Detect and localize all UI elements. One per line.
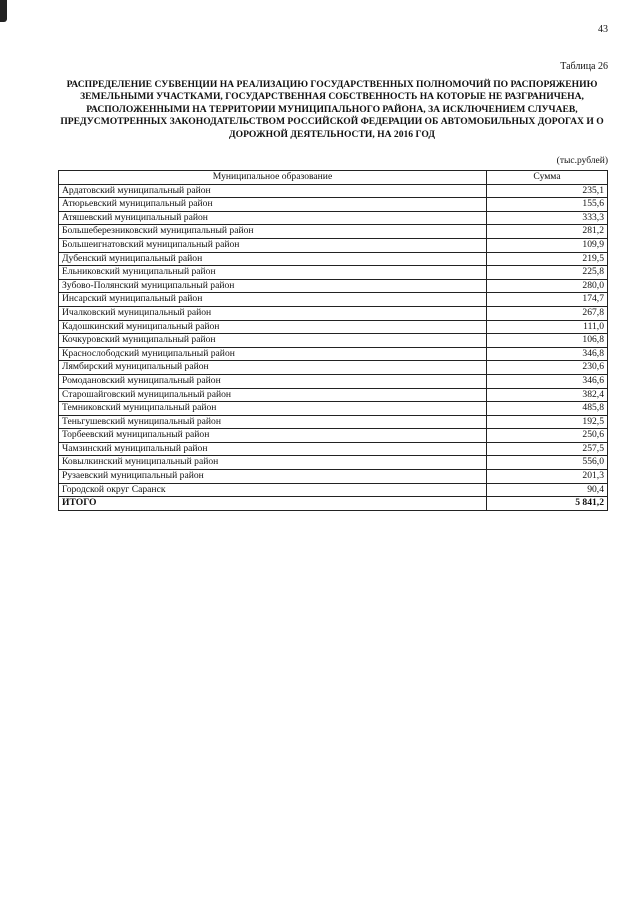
- table-row: [59, 361, 608, 375]
- municipality-name: Ковылкинский муниципальный район: [59, 456, 487, 470]
- table-row: [59, 211, 608, 225]
- municipality-name: Старошайговский муниципальный район: [59, 388, 487, 402]
- municipality-name: Кочкуровский муниципальный район: [59, 334, 487, 348]
- municipality-name: Большеигнатовский муниципальный район: [59, 238, 487, 252]
- municipality-name: Торбеевский муниципальный район: [59, 429, 487, 443]
- sum-value: 333,3: [487, 211, 608, 225]
- column-header-sum: Сумма: [487, 171, 608, 185]
- table-row: [59, 306, 608, 320]
- municipality-name: Рузаевский муниципальный район: [59, 470, 487, 484]
- table-row: [59, 266, 608, 280]
- sum-value: 174,7: [487, 293, 608, 307]
- total-sum: 5 841,2: [487, 497, 608, 511]
- municipality-name: Атяшевский муниципальный район: [59, 211, 487, 225]
- table-row: [59, 252, 608, 266]
- sum-value: 230,6: [487, 361, 608, 375]
- sum-value: 109,9: [487, 238, 608, 252]
- municipality-name: Атюрьевский муниципальный район: [59, 198, 487, 212]
- municipality-name: Ичалковский муниципальный район: [59, 306, 487, 320]
- table-row: [59, 374, 608, 388]
- sum-value: 257,5: [487, 442, 608, 456]
- table-row: [59, 238, 608, 252]
- sum-value: 225,8: [487, 266, 608, 280]
- municipality-name: Зубово-Полянский муниципальный район: [59, 279, 487, 293]
- table-row: [59, 198, 608, 212]
- sum-value: 267,8: [487, 306, 608, 320]
- sum-value: 281,2: [487, 225, 608, 239]
- sum-value: 111,0: [487, 320, 608, 334]
- total-label: ИТОГО: [59, 497, 487, 511]
- table-row: [59, 225, 608, 239]
- table-row: [59, 184, 608, 198]
- municipality-name: Ромодановский муниципальный район: [59, 374, 487, 388]
- sum-value: 346,8: [487, 347, 608, 361]
- table-row: [59, 334, 608, 348]
- table-row: [59, 279, 608, 293]
- table-row: [59, 429, 608, 443]
- sum-value: 201,3: [487, 470, 608, 484]
- sum-value: 382,4: [487, 388, 608, 402]
- table-row: [59, 347, 608, 361]
- units-label: (тыс.рублей): [556, 156, 608, 166]
- table-row: [59, 470, 608, 484]
- table-row: [59, 320, 608, 334]
- table-row: [59, 483, 608, 497]
- subsidy-table: [58, 170, 608, 511]
- municipality-name: Темниковский муниципальный район: [59, 402, 487, 416]
- table-row: [59, 293, 608, 307]
- municipality-name: Чамзинский муниципальный район: [59, 442, 487, 456]
- table-header-row: [59, 171, 608, 185]
- sum-value: 192,5: [487, 415, 608, 429]
- sum-value: 556,0: [487, 456, 608, 470]
- sum-value: 219,5: [487, 252, 608, 266]
- municipality-name: Ардатовский муниципальный район: [59, 184, 487, 198]
- column-header-municipality: Муниципальное образование: [59, 171, 487, 185]
- sum-value: 346,6: [487, 374, 608, 388]
- sum-value: 90,4: [487, 483, 608, 497]
- municipality-name: Краснослободский муниципальный район: [59, 347, 487, 361]
- table-row: [59, 388, 608, 402]
- scan-artifact: [0, 0, 7, 22]
- municipality-name: Лямбирский муниципальный район: [59, 361, 487, 375]
- document-title: РАСПРЕДЕЛЕНИЕ СУБВЕНЦИИ НА РЕАЛИЗАЦИЮ ГОСУДАРСТВЕННЫХ ПОЛНОМОЧИЙ ПО РАСПОРЯЖЕНИЮ ЗЕМЕЛЬНЫМИ УЧАСТКАМИ, ГОСУДАРСТВЕННАЯ СОБСТВЕННОСТЬ НА КОТОРЫЕ НЕ РАЗГРАНИЧЕНА, РАСПОЛОЖЕННЫМИ НА ТЕРРИТОРИИ МУНИЦИПАЛЬНОГО РАЙОНА, ЗА ИСКЛЮЧЕНИЕМ СЛУЧАЕВ, ПРЕДУСМОТРЕННЫХ ЗАКОНОДАТЕЛЬСТВОМ РОССИЙСКОЙ ФЕДЕРАЦИИ ОБ АВТОМОБИЛЬНЫХ ДОРОГАХ И О ДОРОЖНОЙ ДЕЯТЕЛЬНОСТИ, НА 2016 ГОД: [60, 79, 604, 140]
- table-row: [59, 402, 608, 416]
- municipality-name: Кадошкинский муниципальный район: [59, 320, 487, 334]
- sum-value: 106,8: [487, 334, 608, 348]
- municipality-name: Ельниковский муниципальный район: [59, 266, 487, 280]
- municipality-name: Теньгушевский муниципальный район: [59, 415, 487, 429]
- table-row: [59, 442, 608, 456]
- municipality-name: Инсарский муниципальный район: [59, 293, 487, 307]
- sum-value: 280,0: [487, 279, 608, 293]
- table-row: [59, 456, 608, 470]
- municipality-name: Городской округ Саранск: [59, 483, 487, 497]
- sum-value: 155,6: [487, 198, 608, 212]
- municipality-name: Большеберезниковский муниципальный район: [59, 225, 487, 239]
- table-label: Таблица 26: [560, 61, 608, 72]
- sum-value: 235,1: [487, 184, 608, 198]
- sum-value: 485,8: [487, 402, 608, 416]
- sum-value: 250,6: [487, 429, 608, 443]
- table-row: [59, 415, 608, 429]
- page-number: 43: [598, 24, 608, 35]
- municipality-name: Дубенский муниципальный район: [59, 252, 487, 266]
- total-row: [59, 497, 608, 511]
